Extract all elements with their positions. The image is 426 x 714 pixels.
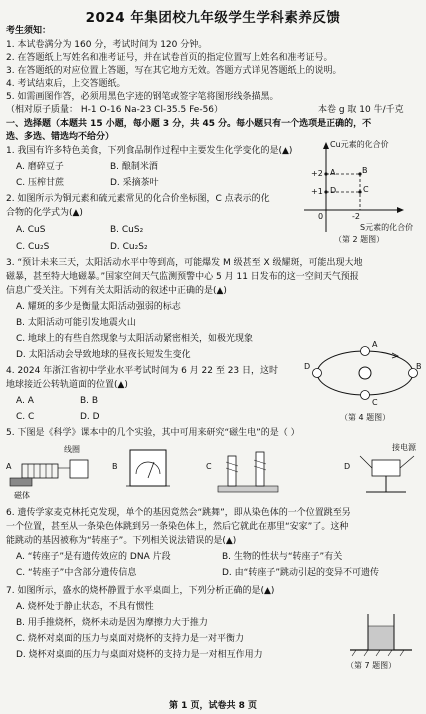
q2-option-c: C. Cu₂S bbox=[16, 242, 50, 252]
q1-option-c: C. 压榨甘蔗 bbox=[16, 178, 65, 188]
y-tick-label: +2 bbox=[311, 169, 323, 178]
point-d-label: D bbox=[330, 186, 337, 195]
q1-stem: 1. 我国有许多特色美食，下列食品制作过程中主要发生化学变化的是(▲) bbox=[6, 146, 293, 156]
q3-option-a: A. 耀斑的多少是衡量太阳活动强弱的标志 bbox=[16, 302, 181, 312]
orbit-point-d-label: D bbox=[304, 362, 311, 371]
q5-label-b: B bbox=[112, 462, 118, 471]
q4-stem: 4. 2024 年浙江省初中学业水平考试时间为 6 月 22 至 23 日，这时 bbox=[6, 366, 279, 376]
page-title: 2024 年集团校九年级学生学科素养反馈 bbox=[85, 10, 341, 26]
notice-item: 3. 在答题纸的对应位置上答题，写在其它地方无效。答题方式详见答题纸上的说明。 bbox=[6, 66, 342, 76]
q7-option-d: D. 烧杯对桌面的压力与桌面对烧杯的支持力是一对相互作用力 bbox=[16, 650, 263, 660]
g-value: 本卷 g 取 10 牛/千克 bbox=[318, 105, 404, 115]
q7-figure-caption: （第 7 题图） bbox=[346, 661, 397, 670]
q6-stem: 6. 遗传学家麦克林托克发现，单个的基因竟然会“跳舞”，即从染色体的一个位置跳至另 bbox=[6, 508, 351, 518]
q2-option-b: B. CuS₂ bbox=[110, 225, 144, 235]
q4-option-b: B. B bbox=[80, 396, 99, 406]
experiment-d bbox=[360, 456, 414, 492]
earth-position-c-icon bbox=[361, 391, 370, 400]
orbit-point-b-label: B bbox=[416, 362, 422, 371]
q1-option-a: A. 磨碎豆子 bbox=[16, 162, 64, 172]
meter-icon bbox=[70, 460, 88, 478]
experiment-a bbox=[10, 460, 88, 486]
point-c-label: C bbox=[363, 185, 369, 194]
q4-option-c: C. C bbox=[16, 412, 35, 422]
magnet-icon bbox=[10, 478, 32, 486]
q7-option-c: C. 烧杯对桌面的压力与桌面对烧杯的支持力是一对平衡力 bbox=[16, 634, 245, 644]
galvanometer-icon bbox=[130, 450, 166, 486]
section-heading-cont: 选、多选、错选均不给分） bbox=[6, 132, 115, 142]
q2-stem-cont: 合物的化学式为(▲) bbox=[6, 208, 83, 218]
q1-option-d: D. 采摘茶叶 bbox=[110, 178, 159, 188]
origin-label: 0 bbox=[318, 212, 324, 221]
q6-stem-cont: 能跳动的基因被称为“转座子”。下列相关说法错误的是(▲) bbox=[6, 536, 237, 546]
point-a-marker bbox=[324, 172, 327, 175]
q6-stem-cont: 一个位置，甚至从一条染色体跳到另一条染色体上，然后它就此在那里“安家”了。这种 bbox=[6, 522, 349, 532]
atomic-masses: （相对原子质量： H-1 O-16 Na-23 Cl-35.5 Fe-56） bbox=[6, 105, 224, 115]
page-footer: 第 1 页，试卷共 8 页 bbox=[168, 701, 258, 711]
q5-label-d: D bbox=[344, 462, 351, 471]
section-heading: 一、选择题（本题共 15 小题，每小题 3 分，共 45 分。每小题只有一个选项是正确的，不 bbox=[6, 119, 372, 129]
q6-option-c: C. “转座子”中含部分遗传信息 bbox=[16, 568, 137, 578]
orbit-point-a-label: A bbox=[372, 340, 378, 349]
q4-stem-cont: 地球接近公转轨道面的位置(▲) bbox=[6, 380, 128, 390]
q3-stem: 3. “预计未来三天，太阳活动水平中等到高，可能爆发 M 级甚至 X 级耀斑，可能出现大地 bbox=[6, 258, 363, 268]
point-c-marker bbox=[358, 190, 361, 193]
notice-heading: 考生须知： bbox=[6, 26, 52, 36]
q2-option-d: D. Cu₂S₂ bbox=[110, 242, 148, 252]
q1-option-b: B. 酿制米酒 bbox=[110, 162, 158, 172]
q2-option-a: A. CuS bbox=[16, 225, 46, 235]
notice-item: 5. 如需画图作答，必须用黑色字迹的钢笔或签字笔将图形线条描黑。 bbox=[6, 92, 279, 102]
q2-figure-caption: （第 2 题图） bbox=[334, 235, 385, 244]
magnet-label: 磁体 bbox=[14, 491, 30, 500]
q5-label-c: C bbox=[206, 462, 212, 471]
sun-icon bbox=[359, 367, 371, 379]
water-fill bbox=[368, 626, 394, 650]
x-tick-label: -2 bbox=[352, 212, 360, 221]
q6-option-b: B. 生物的性状与“转座子”有关 bbox=[222, 552, 343, 562]
y-tick-label: +1 bbox=[311, 187, 323, 196]
q4-figure-caption: （第 4 题图） bbox=[340, 413, 391, 422]
y-axis-arrow bbox=[323, 142, 329, 149]
x-axis-title: S元素的化合价 bbox=[360, 223, 414, 232]
notice-item: 4. 考试结束后，上交答题纸。 bbox=[6, 79, 126, 89]
experiment-b bbox=[126, 450, 170, 486]
coil-label: 线圈 bbox=[64, 445, 80, 454]
q2-stem: 2. 如图所示为铜元素和硫元素常见的化合价坐标图，C 点表示的化 bbox=[6, 194, 270, 204]
q5-stem: 5. 下图是《科学》课本中的几个实验，其中可用来研究“磁生电”的是（ ） bbox=[6, 428, 300, 438]
q6-option-d: D. 由“转座子”跳动引起的变异不可遗传 bbox=[222, 568, 379, 578]
q3-stem-cont: 信息广受关注。下列有关太阳活动的叙述中正确的是(▲) bbox=[6, 286, 227, 296]
earth-position-a-icon bbox=[361, 347, 370, 356]
q3-option-c: C. 地球上的有些自然现象与太阳活动紧密相关，如极光现象 bbox=[16, 334, 254, 344]
experiment-c bbox=[218, 452, 278, 492]
q6-option-a: A. “转座子”是有遗传效应的 DNA 片段 bbox=[16, 552, 171, 562]
motor-coil-icon bbox=[372, 460, 400, 476]
earth-position-d-icon bbox=[313, 369, 322, 378]
q3-option-b: B. 太阳活动可能引发地震火山 bbox=[16, 318, 136, 328]
x-axis-arrow bbox=[397, 207, 404, 213]
q7-option-b: B. 用手推烧杯，烧杯未动是因为摩擦力大于推力 bbox=[16, 618, 208, 628]
q3-stem-cont: 磁暴，甚至特大地磁暴。”国家空间天气监测预警中心 5 月 11 日发布的这一空间天气预报 bbox=[6, 272, 359, 282]
power-label: 接电源 bbox=[392, 443, 416, 452]
point-d-marker bbox=[324, 190, 327, 193]
notice-item: 1. 本试卷满分为 160 分，考试时间为 120 分钟。 bbox=[6, 40, 208, 50]
orbit-point-c-label: C bbox=[372, 398, 378, 407]
notice-item: 2. 在答题纸上写姓名和准考证号，并在试卷首页的指定位置写上姓名和准考证号。 bbox=[6, 53, 333, 63]
q7-stem: 7. 如图所示，盛水的烧杯静置于水平桌面上，下列分析正确的是(▲) bbox=[6, 586, 275, 596]
q4-option-a: A. A bbox=[16, 396, 34, 406]
y-axis-title: Cu元素的化合价 bbox=[330, 140, 389, 149]
point-a-label: A bbox=[330, 168, 336, 177]
q7-option-a: A. 烧杯处于静止状态，不具有惯性 bbox=[16, 602, 154, 612]
point-b-label: B bbox=[362, 166, 368, 175]
q3-option-d: D. 太阳活动会导致地球的昼夜长短发生变化 bbox=[16, 350, 191, 360]
earth-orbit-diagram bbox=[310, 340, 420, 410]
q5-label-a: A bbox=[6, 462, 12, 471]
q4-option-d: D. D bbox=[80, 412, 100, 422]
beaker-on-table bbox=[346, 610, 416, 656]
